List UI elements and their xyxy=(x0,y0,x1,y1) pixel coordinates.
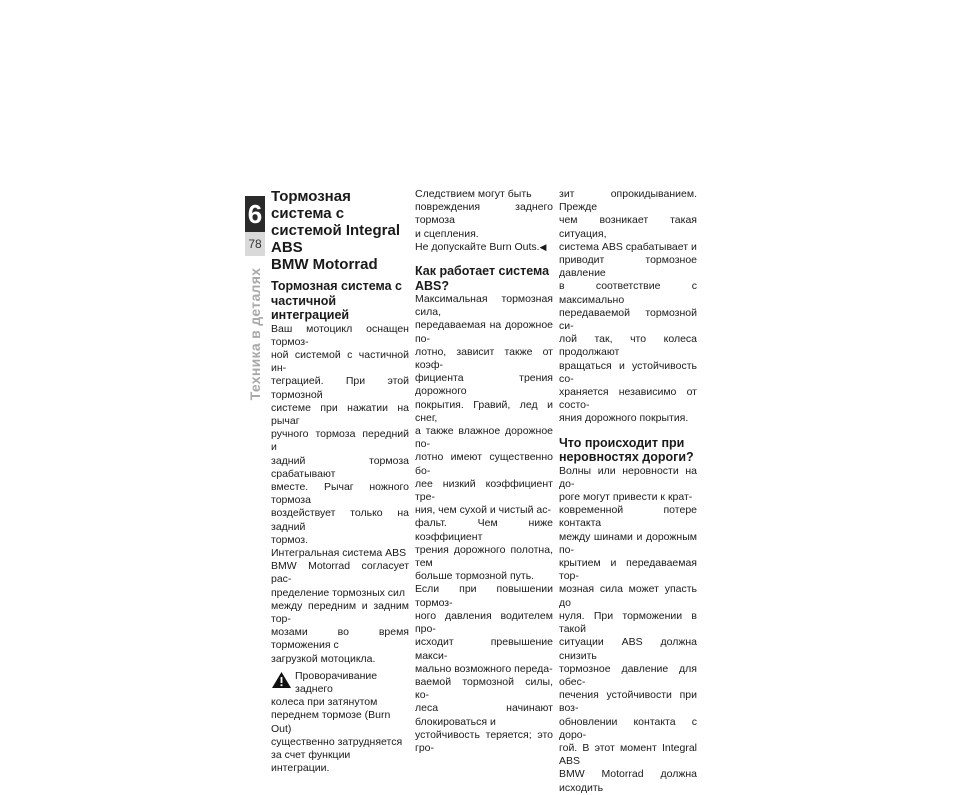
paragraph-road-bumps: Волны или неровности на до- роге могут привести к крат- ковременной потере контакта между шинами и дорожным по- крытием и передаваемая тор- мозная сила может упасть до нуля. При торможении в такой ситуации ABS должна снизить тормозное давление для обес- печения устойчивости при воз- обновлении контакта с доро- гой. В этот момент Integral ABS BMW Motorrad должна исходить xyxy=(559,464,697,794)
end-of-warning-icon: ◀ xyxy=(539,241,547,252)
warning-triangle-icon xyxy=(271,671,292,689)
section-heading-partial-integral xyxy=(271,279,409,323)
title-line: Тормозная система с xyxy=(271,188,351,222)
column-3 xyxy=(559,188,697,795)
heading-line: неровностях дороги? xyxy=(559,450,694,465)
section-heading-how-abs-works xyxy=(415,264,553,293)
paragraph-consequences: Следствием могут быть повреждения заднего тормоза и сцепления. Не допускайте Burn Outs.◀ xyxy=(415,188,553,253)
title-line: системой Integral ABS xyxy=(271,222,401,256)
column-2 xyxy=(415,188,553,755)
paragraph-braking-force: Максимальная тормозная сила, передаваемая на дорожное по- лотно, зависит также от коэф- фициента трения дорожного покрытия. Гравий, лед и снег, а также влажное дорожное по- лотно имеют существенно бо- лее низкий коэффициент тре- ния, чем сухой и чистый ас- фальт. Чем ниже коэффициент трения дорожного полотна, тем больше тормозной путь. xyxy=(415,293,553,583)
page-number: 78 xyxy=(248,237,262,251)
title-line: BMW Motorrad xyxy=(271,256,378,273)
page-title xyxy=(271,188,409,273)
paragraph-integral-abs: Интегральная система ABS BMW Motorrad согласует рас- пределение тормозных сил между передним и задним тор- мозами во время торможения с загрузкой мотоцикла. xyxy=(271,546,409,665)
paragraph-intro: Ваш мотоцикл оснащен тормоз- ной системой с частичной ин- теграцией. При этой тормозной системе при нажатии на рычаг ручного тормоза передний и задний тормоза срабатывают вместе. Рычаг ножного тормоза воздействует только на задний тормоз. xyxy=(271,322,409,546)
heading-line: Тормозная система с xyxy=(271,279,402,293)
paragraph-abs-response: зит опрокидыванием. Прежде чем возникает такая ситуация, система ABS срабатывает и приводит тормозное давление в соответствие с максимально передаваемой тормозной си- лой так, что колеса продолжают вращаться и устойчивость со- храняется независимо от состо- яния дорожного покрытия. xyxy=(559,188,697,425)
heading-line: Как работает система xyxy=(415,264,550,279)
heading-line: частичной интеграцией xyxy=(271,293,350,322)
paragraph-wheel-lock: Если при повышении тормоз- ного давления водителем про- исходит превышение макси- мально возможного переда- ваемой тормозной силы, ко- леса начинают блокироваться и устойчивость теряется; это гро- xyxy=(415,583,553,754)
column-1 xyxy=(271,188,409,775)
warning-text: Проворачивание заднего xyxy=(295,669,378,695)
heading-line: ABS? xyxy=(415,278,450,293)
chapter-side-title: Техника в деталях xyxy=(247,267,263,401)
warning-note: Проворачивание заднего колеса при затянутом переднем тормозе (Burn Out) существенно затрудняется за счет функции интеграции. xyxy=(271,670,409,776)
chapter-number: 6 xyxy=(247,199,263,229)
section-heading-road-bumps xyxy=(559,436,697,465)
heading-line: Что происходит при xyxy=(559,435,685,450)
